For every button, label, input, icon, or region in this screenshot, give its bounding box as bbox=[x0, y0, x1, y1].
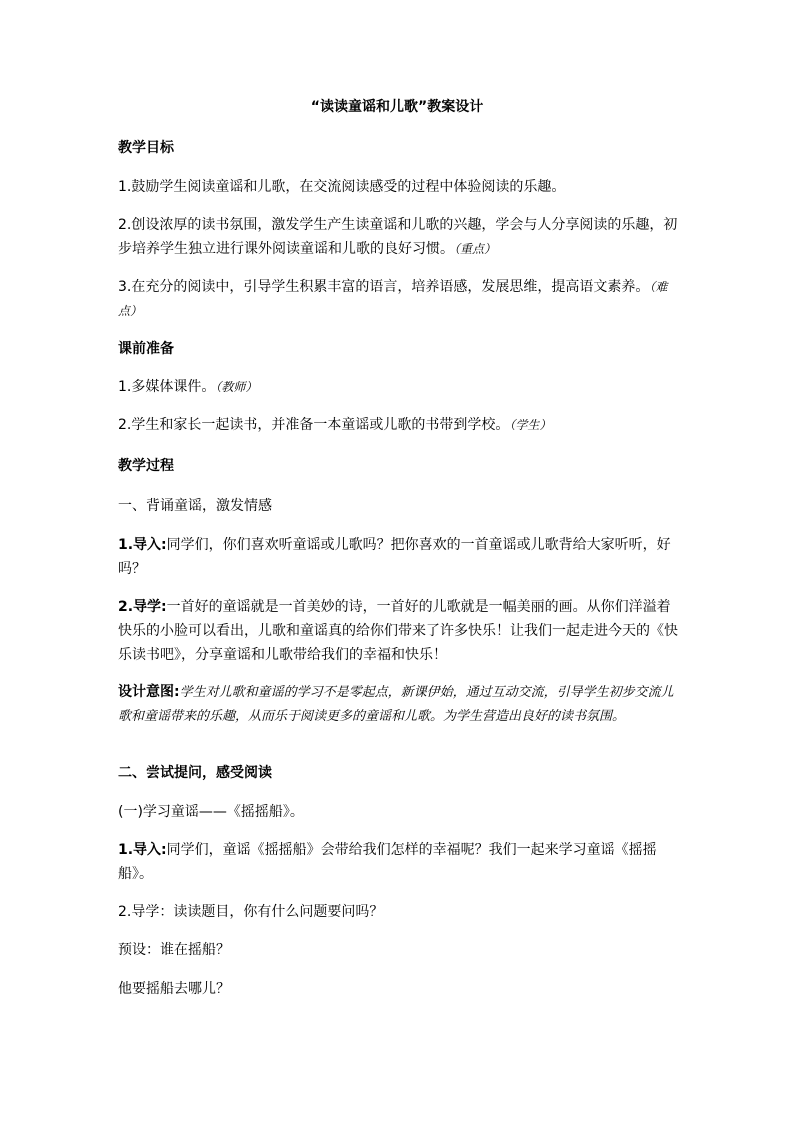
part1-item-1-lead: 1.导入: bbox=[118, 537, 167, 553]
part2-item-2: 2.导学：读读题目，你有什么问题要问吗？ bbox=[118, 904, 384, 920]
part1-item-2 bbox=[118, 595, 680, 667]
part1-item-2-lead: 2.导学: bbox=[118, 599, 167, 615]
objective-item-2-tag: （重点） bbox=[454, 242, 497, 256]
part2-item-1-text: 同学们，童谣《摇摇船》会带给我们怎样的幸福呢？我们一起来学习童谣《摇摇船》。 bbox=[118, 842, 657, 882]
part2-item-1-lead: 1.导入: bbox=[118, 842, 167, 858]
part1-item-1-text: 同学们，你们喜欢听童谣或儿歌吗？把你喜欢的一首童谣或儿歌背给大家听听，好吗？ bbox=[118, 537, 671, 577]
prep-item-2 bbox=[118, 413, 680, 437]
heading-objectives: 教学目标 bbox=[118, 140, 174, 156]
objective-item-3-text: 3.在充分的阅读中，引导学生积累丰富的语言，培养语感，发展思维，提高语文素养。 bbox=[118, 279, 650, 295]
objective-item-3-tag: （难点） bbox=[118, 280, 668, 318]
preset-1: 预设：谁在摇船？ bbox=[118, 942, 230, 958]
preset-2: 他要摇船去哪儿？ bbox=[118, 981, 230, 997]
part2-title bbox=[118, 761, 680, 785]
document-title: “读读童谣和儿歌”教案设计 bbox=[310, 99, 484, 115]
part1-item-2-text: 一首好的童谣就是一首美妙的诗，一首好的儿歌就是一幅美丽的画。从你们洋溢着快乐的小脸可以看出，儿歌和童谣真的给你们带来了许多快乐！让我们一起走进今天的《快乐读书吧》，分享童谣和儿歌带给我们的幸福和快乐！ bbox=[118, 599, 678, 663]
part2-item-1 bbox=[118, 838, 680, 886]
prep-item-2-text: 2.学生和家长一起读书，并准备一本童谣或儿歌的书带到学校。 bbox=[118, 417, 510, 433]
objective-item-1: 1.鼓励学生阅读童谣和儿歌，在交流阅读感受的过程中体验阅读的乐趣。 bbox=[118, 179, 566, 195]
part1-item-1 bbox=[118, 533, 680, 581]
heading-process: 教学过程 bbox=[118, 458, 174, 474]
heading-prep: 课前准备 bbox=[118, 341, 174, 357]
sub1-title: (一)学习童谣——《摇摇船》。 bbox=[118, 804, 304, 820]
prep-item-1-text: 1.多媒体课件。 bbox=[118, 379, 216, 395]
objective-item-2-text: 2.创设浓厚的读书氛围，激发学生产生读童谣和儿歌的兴趣，学会与人分享阅读的乐趣，初步培养学生独立进行课外阅读童谣和儿歌的良好习惯。 bbox=[118, 217, 678, 257]
design-note-text: 学生对儿歌和童谣的学习不是零起点，新课伊始，通过互动交流，引导学生初步交流儿歌和童谣带来的乐趣，从而乐于阅读更多的童谣和儿歌。为学生营造出良好的读书氛围。 bbox=[118, 685, 674, 724]
prep-item-1 bbox=[118, 375, 680, 399]
design-note-lead: 设计意图: bbox=[118, 684, 180, 700]
prep-item-1-tag: （教师） bbox=[215, 380, 258, 394]
prep-item-2-tag: （学生） bbox=[509, 418, 552, 432]
part1-title: 一、背诵童谣，激发情感 bbox=[118, 498, 272, 514]
objective-item-3 bbox=[118, 275, 680, 323]
design-note bbox=[118, 680, 680, 729]
objective-item-2 bbox=[118, 213, 680, 261]
part2-title-text: 二、尝试提问，感受阅读 bbox=[118, 765, 272, 781]
